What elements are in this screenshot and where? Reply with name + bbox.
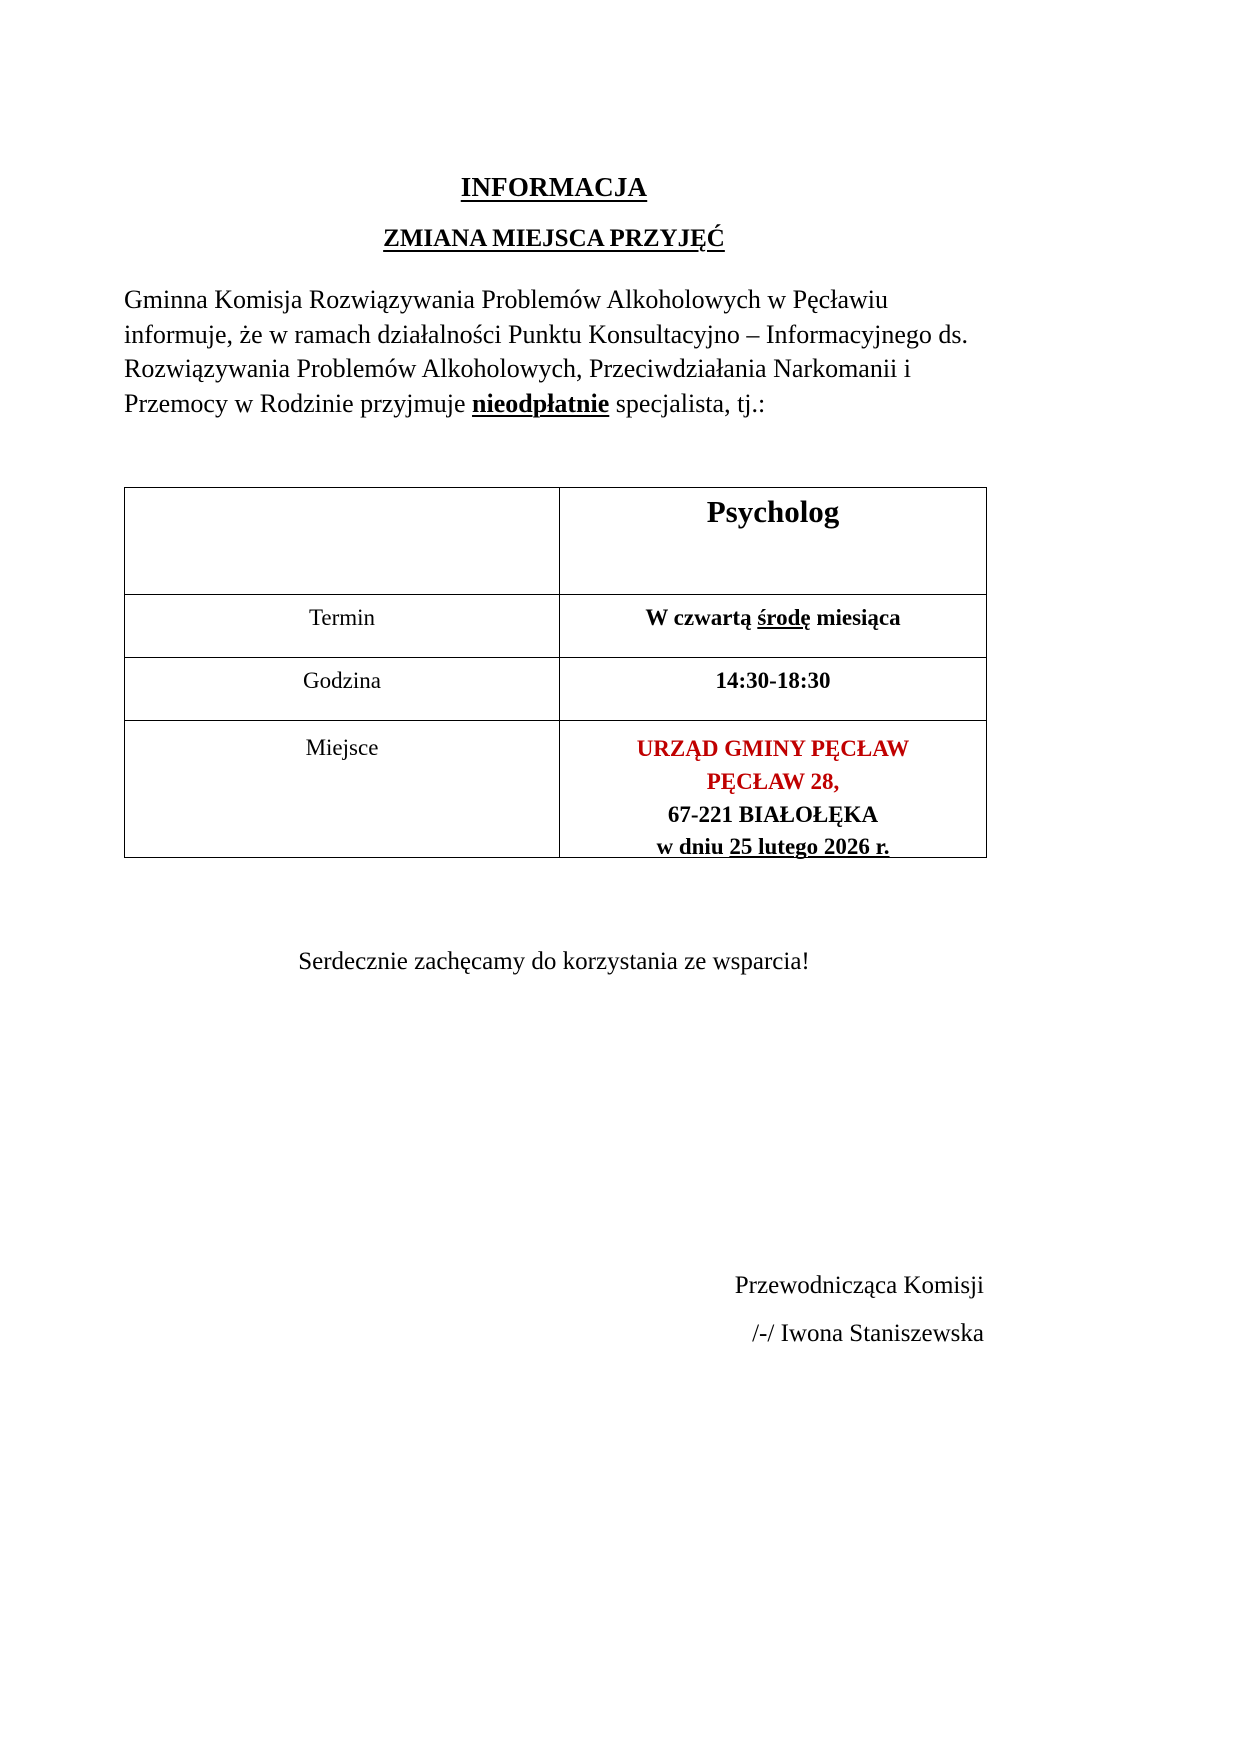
value-miejsce	[560, 723, 986, 860]
signature-name: /-/ Iwona Staniszewska	[752, 1319, 984, 1347]
place-line-3: 67-221 BIAŁOŁĘKA	[667, 801, 879, 827]
label-miejsce: Miejsce	[305, 735, 379, 761]
encouragement-text: Serdecznie zachęcamy do korzystania ze wsparcia!	[298, 948, 810, 976]
label-godzina: Godzina	[303, 668, 381, 694]
place-line-4-prefix: w dniu	[656, 834, 730, 860]
value-godzina: 14:30-18:30	[715, 668, 831, 694]
document-content	[124, 0, 984, 976]
place-line-2: PĘCŁAW 28,	[706, 768, 840, 794]
page-subtitle-text: ZMIANA MIEJSCA PRZYJĘĆ	[383, 225, 725, 252]
table-cell-header-label	[125, 488, 560, 595]
intro-part2: specjalista, tj.:	[609, 388, 766, 418]
table-cell-header-value	[560, 488, 987, 595]
intro-paragraph	[124, 253, 984, 421]
table-header-label-text	[125, 488, 559, 594]
schedule-table	[124, 487, 987, 858]
page-title-text: INFORMACJA	[460, 172, 648, 202]
place-date: 25 lutego 2026 r.	[729, 834, 890, 860]
value-termin	[560, 595, 986, 657]
value-termin-suffix: miesiąca	[810, 605, 901, 631]
signature-role: Przewodnicząca Komisji	[734, 1272, 984, 1299]
value-termin-underlined: środę	[757, 605, 811, 631]
table-row-header	[125, 488, 987, 595]
intro-part1: Gminna Komisja Rozwiązywania Problemów Alkoholowych w Pęcławiu informuje, że w ramach działalności Punktu Konsultacyjno – Informacyjnego ds. Rozwiązywania Problemów Alkoholowych, Przeciwdziałania Narkomanii i Przemocy w Rodzinie przyjmuje	[124, 285, 969, 418]
table-cell-label-miejsce	[125, 721, 560, 858]
intro-emphasis: nieodpłatnie	[472, 388, 610, 418]
table-cell-value-miejsce	[560, 721, 987, 858]
table-cell-label-termin	[125, 595, 560, 658]
page-subtitle	[124, 203, 984, 253]
table-row	[125, 595, 987, 658]
table-cell-value-godzina	[560, 658, 987, 721]
value-termin-prefix: W czwartą	[645, 605, 758, 631]
signature-block	[124, 1262, 990, 1357]
page-title	[124, 0, 984, 203]
table-cell-label-godzina	[125, 658, 560, 721]
place-line-1: URZĄD GMINY PĘCŁAW	[636, 736, 910, 762]
table-row	[125, 658, 987, 721]
label-termin: Termin	[308, 605, 376, 631]
specialist-title: Psycholog	[706, 494, 840, 530]
table-cell-value-termin	[560, 595, 987, 658]
table-row	[125, 721, 987, 858]
